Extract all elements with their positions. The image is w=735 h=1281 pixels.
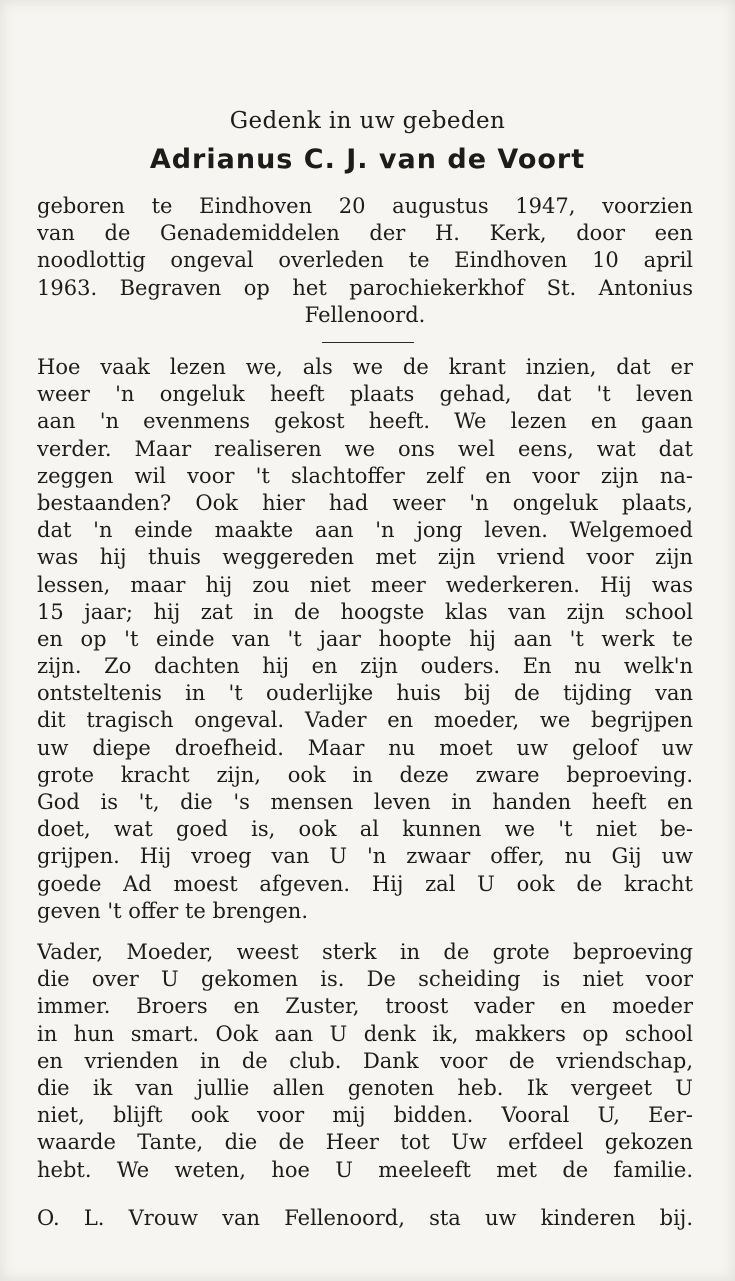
biography-line: 1963. Begraven op het parochiekerkhof St. Antonius: [37, 275, 693, 300]
text-line: grijpen. Hij vroeg van U 'n zwaar offer, nu Gij uw: [37, 844, 693, 869]
text-line: Hoe vaak lezen we, als we de krant inzien, dat er: [37, 355, 693, 379]
biography-line: van de Genademiddelen der H. Kerk, door een: [37, 221, 693, 246]
biography-block: [37, 193, 693, 329]
text-line: dat 'n einde maakte aan 'n jong leven. Welgemoed: [37, 518, 693, 543]
text-line: zeggen wil voor 't slachtoffer zelf en voor zijn na-: [37, 463, 693, 488]
biography-line: Fellenoord.: [304, 302, 426, 327]
text-line: geven 't offer te brengen.: [37, 898, 309, 923]
text-line: weer 'n ongeluk heeft plaats gehad, dat 't leven: [37, 382, 693, 407]
text-line: ontsteltenis in 't ouderlijke huis bij de tijding van: [37, 681, 693, 706]
text-line: uw diepe droefheid. Maar nu moet uw geloof uw: [37, 735, 693, 760]
biography-line: geboren te Eindhoven 20 augustus 1947, voorzien: [37, 194, 693, 218]
text-line: die ik van jullie allen genoten heb. Ik vergeet U: [37, 1075, 693, 1100]
text-line: bestaanden? Ook hier had weer 'n ongeluk plaats,: [37, 490, 693, 515]
text-line: en op 't einde van 't jaar hoopte hij aan 't werk te: [37, 626, 693, 651]
text-line: die over U gekomen is. De scheiding is niet voor: [37, 967, 693, 992]
text-line: Vader, Moeder, weest sterk in de grote beproeving: [37, 940, 693, 964]
text-line: in hun smart. Ook aan U denk ik, makkers op school: [37, 1021, 693, 1046]
text-line: immer. Broers en Zuster, troost vader en moeder: [37, 994, 693, 1019]
text-line: aan 'n evenmens gekost heeft. We lezen en gaan: [37, 409, 693, 434]
text-line: doet, wat goed is, ook al kunnen we 't niet be-: [37, 817, 693, 842]
text-line: hebt. We weten, hoe U meeleeft met de familie.: [37, 1157, 693, 1182]
text-line: grote kracht zijn, ook in deze zware beproeving.: [37, 762, 693, 787]
text-line: dit tragisch ongeval. Vader en moeder, we begrijpen: [37, 708, 693, 733]
closing-prayer-block: [37, 1205, 693, 1232]
text-line: niet, blijft ook voor mij bidden. Vooral U, Eer-: [37, 1103, 693, 1128]
text-line: 15 jaar; hij zat in de hoogste klas van zijn school: [37, 599, 693, 624]
divider-rule: [322, 342, 414, 343]
text-line: lessen, maar hij zou niet meer wederkeren. Hij was: [37, 572, 693, 597]
remembrance-paragraph: [37, 354, 693, 925]
text-line: verder. Maar realiseren we ons wel eens, wat dat: [37, 436, 693, 461]
text-line: goede Ad moest afgeven. Hij zal U ook de kracht: [37, 871, 693, 896]
closing-prayer: O. L. Vrouw van Fellenoord, sta uw kinderen bij.: [37, 1206, 693, 1230]
text-line: waarde Tante, die de Heer tot Uw erfdeel gekozen: [37, 1130, 693, 1155]
text-line: God is 't, die 's mensen leven in handen heeft en: [37, 790, 693, 814]
biography-line: noodlottig ongeval overleden te Eindhoven 10 april: [37, 248, 693, 273]
text-line: was hij thuis weggereden met zijn vriend voor zijn: [37, 545, 693, 570]
text-line: en vrienden in de club. Dank voor de vriendschap,: [37, 1048, 693, 1073]
text-line: zijn. Zo dachten hij en zijn ouders. En nu welk'n: [37, 654, 693, 679]
deceased-name: Adrianus C. J. van de Voort: [149, 144, 586, 175]
invocation-heading: Gedenk in uw gebeden: [229, 108, 506, 134]
farewell-paragraph: [37, 939, 693, 1184]
